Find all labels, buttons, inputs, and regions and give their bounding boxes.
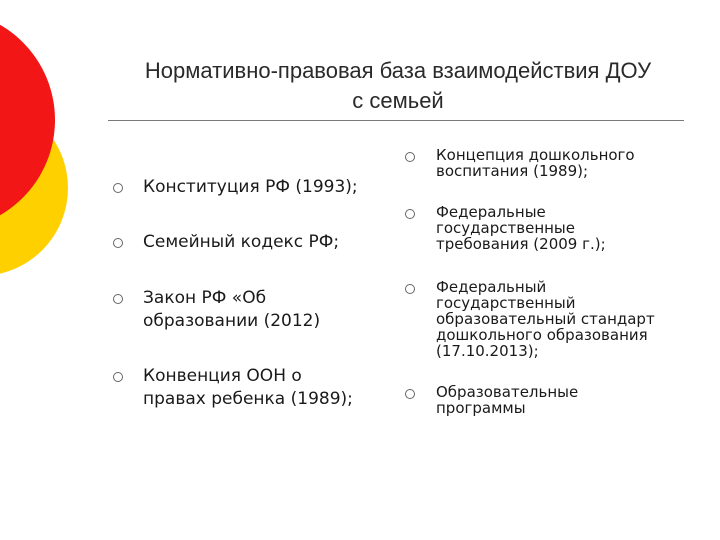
bullet-icon — [113, 183, 123, 193]
bullet-icon — [113, 238, 123, 248]
bullet-icon — [113, 294, 123, 304]
title-divider — [108, 120, 684, 121]
list-item-text: Образовательные программы — [436, 383, 579, 417]
bullet-icon — [405, 209, 415, 219]
list-item-text: Концепция дошкольного воспитания (1989); — [436, 146, 635, 180]
list-item-text: Закон РФ «Об образовании (2012) — [143, 288, 321, 331]
bullet-icon — [405, 152, 415, 162]
slide-title-line-1: Нормативно-правовая база взаимодействия ДОУ — [144, 58, 652, 83]
list-item-text: Федеральный государственный образовательный стандарт дошкольного образования (17.10.2013); — [436, 278, 655, 360]
bullet-icon — [405, 284, 415, 294]
decorative-circles — [0, 0, 80, 290]
list-item-text: Семейный кодекс РФ; — [143, 232, 340, 252]
slide-title-line-2: с семьей — [352, 88, 444, 113]
list-item-text: Федеральные государственные требования (2009 г.); — [436, 203, 606, 253]
list-item-text: Конституция РФ (1993); — [143, 177, 358, 197]
bullet-icon — [113, 372, 123, 382]
slide-title — [108, 56, 688, 116]
list-item-text: Конвенция ООН о правах ребенка (1989); — [143, 366, 353, 409]
bullet-icon — [405, 389, 415, 399]
